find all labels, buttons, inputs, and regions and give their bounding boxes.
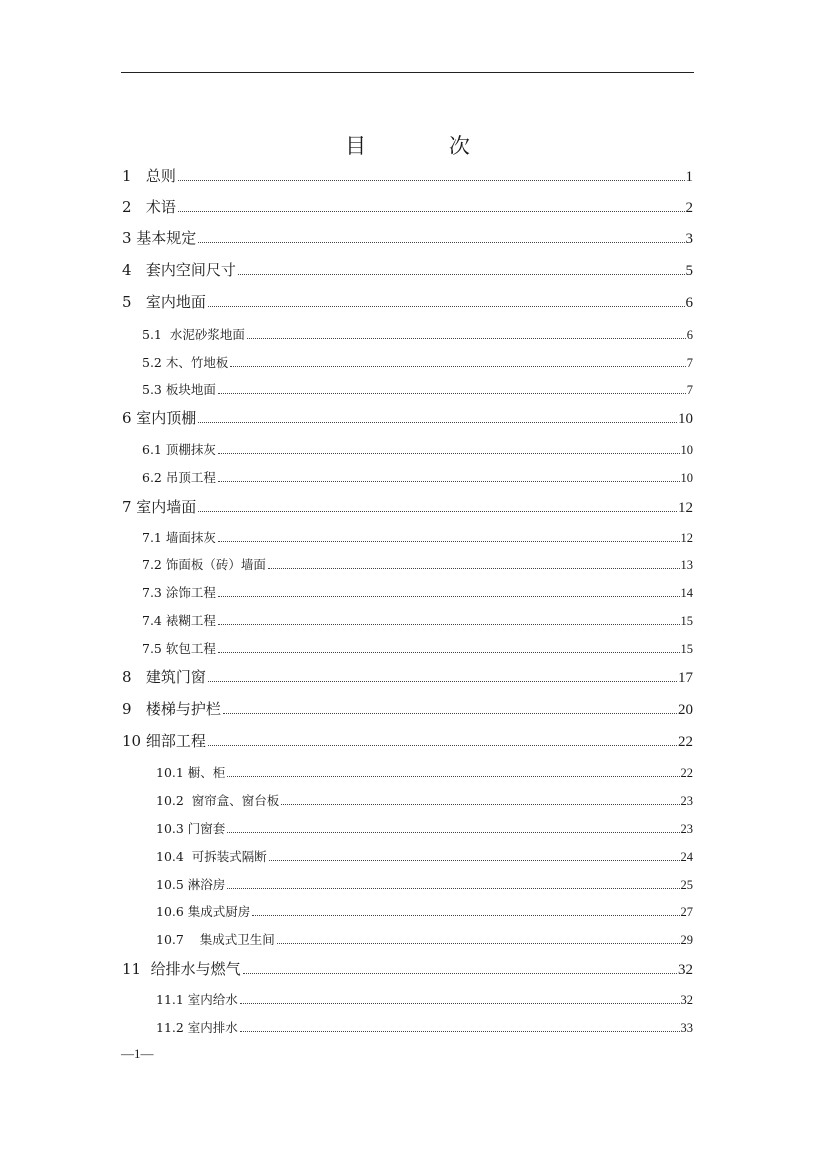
toc-entry[interactable] bbox=[142, 353, 693, 371]
toc-entry-label: 1 总则 bbox=[122, 167, 176, 185]
toc-title: 目 次 bbox=[345, 134, 508, 158]
toc-dot-leader bbox=[243, 973, 677, 974]
toc-entry-page: 5 bbox=[685, 263, 693, 279]
toc-dot-leader bbox=[178, 211, 685, 212]
page-number: —1— bbox=[121, 1046, 154, 1061]
toc-dot-leader bbox=[277, 943, 680, 944]
toc-entry-page: 24 bbox=[680, 850, 693, 864]
toc-entry-page: 2 bbox=[685, 200, 693, 216]
toc-entry-label: 5.1 水泥砂浆地面 bbox=[142, 327, 245, 342]
toc-entry-label: 10.7 集成式卫生间 bbox=[156, 932, 275, 947]
toc-entry-page: 23 bbox=[680, 794, 693, 808]
toc-entry[interactable] bbox=[122, 407, 693, 428]
toc-dot-leader bbox=[218, 393, 686, 394]
toc-entry[interactable] bbox=[142, 583, 693, 601]
toc-entry[interactable] bbox=[122, 196, 693, 217]
toc-dot-leader bbox=[227, 832, 679, 833]
toc-entry-page: 6 bbox=[685, 295, 693, 311]
toc-entry[interactable] bbox=[156, 791, 693, 809]
toc-entry[interactable] bbox=[142, 528, 693, 546]
toc-entry-page: 12 bbox=[678, 500, 693, 516]
toc-entry[interactable] bbox=[156, 847, 693, 865]
toc-entry-page: 17 bbox=[678, 670, 693, 686]
toc-entry[interactable] bbox=[156, 1018, 693, 1036]
toc-entry-label: 10.3 门窗套 bbox=[156, 821, 226, 836]
toc-dot-leader bbox=[240, 1031, 680, 1032]
toc-entry[interactable] bbox=[122, 259, 693, 280]
toc-entry-page: 33 bbox=[680, 1021, 693, 1035]
toc-entry[interactable] bbox=[122, 165, 693, 186]
toc-dot-leader bbox=[218, 624, 680, 625]
toc-dot-leader bbox=[227, 776, 679, 777]
toc-entry-label: 10.1 橱、柜 bbox=[156, 765, 226, 780]
toc-entry-page: 6 bbox=[686, 328, 693, 342]
toc-entry-page: 3 bbox=[685, 231, 693, 247]
toc-entry-page: 10 bbox=[680, 471, 693, 485]
toc-dot-leader bbox=[247, 338, 686, 339]
toc-entry-label: 6 室内顶棚 bbox=[122, 409, 197, 427]
toc-entry-label: 7.4 裱糊工程 bbox=[142, 613, 216, 628]
toc-entry[interactable] bbox=[156, 902, 693, 920]
toc-dot-leader bbox=[178, 180, 685, 181]
toc-dot-leader bbox=[208, 745, 677, 746]
toc-entry-label: 11 给排水与燃气 bbox=[122, 960, 241, 978]
toc-entry[interactable] bbox=[156, 819, 693, 837]
toc-dot-leader bbox=[208, 306, 685, 307]
toc-entry-label: 11.2 室内排水 bbox=[156, 1020, 238, 1035]
toc-entry-page: 7 bbox=[686, 383, 693, 397]
toc-entry[interactable] bbox=[156, 875, 693, 893]
toc-entry-page: 10 bbox=[680, 443, 693, 457]
toc-entry-page: 32 bbox=[678, 962, 693, 978]
toc-dot-leader bbox=[198, 422, 677, 423]
toc-entry-page: 10 bbox=[678, 411, 693, 427]
toc-entry-page: 1 bbox=[685, 169, 693, 185]
toc-entry[interactable] bbox=[122, 227, 693, 248]
toc-entry-label: 6.2 吊顶工程 bbox=[142, 470, 216, 485]
toc-entry-page: 13 bbox=[680, 558, 693, 572]
toc-dot-leader bbox=[198, 511, 677, 512]
toc-dot-leader bbox=[218, 453, 680, 454]
toc-entry-page: 32 bbox=[680, 993, 693, 1007]
toc-entry-label: 7 室内墙面 bbox=[122, 498, 197, 516]
toc-entry-page: 29 bbox=[680, 933, 693, 947]
toc-dot-leader bbox=[227, 888, 679, 889]
toc-entry-label: 7.3 涂饰工程 bbox=[142, 585, 216, 600]
toc-entry-label: 10.2 窗帘盒、窗台板 bbox=[156, 793, 280, 808]
toc-entry-page: 22 bbox=[680, 766, 693, 780]
toc-dot-leader bbox=[218, 652, 680, 653]
toc-entry-label: 2 术语 bbox=[122, 198, 176, 216]
toc-dot-leader bbox=[238, 274, 685, 275]
toc-entry-label: 5.2 木、竹地板 bbox=[142, 355, 229, 370]
toc-entry-page: 25 bbox=[680, 878, 693, 892]
toc-entry-label: 10.4 可拆装式隔断 bbox=[156, 849, 267, 864]
toc-entry[interactable] bbox=[122, 291, 693, 312]
toc-entry-page: 23 bbox=[680, 822, 693, 836]
toc-entry[interactable] bbox=[142, 325, 693, 343]
toc-entry[interactable] bbox=[142, 639, 693, 657]
toc-entry-page: 20 bbox=[678, 702, 693, 718]
toc-entry-label: 11.1 室内给水 bbox=[156, 992, 238, 1007]
toc-entry-label: 7.5 软包工程 bbox=[142, 641, 216, 656]
toc-dot-leader bbox=[269, 860, 680, 861]
toc-dot-leader bbox=[218, 541, 680, 542]
toc-entry-label: 7.1 墙面抹灰 bbox=[142, 530, 216, 545]
toc-entry[interactable] bbox=[122, 698, 693, 719]
toc-entry[interactable] bbox=[156, 990, 693, 1008]
toc-dot-leader bbox=[230, 366, 685, 367]
toc-entry-label: 10 细部工程 bbox=[122, 732, 206, 750]
toc-dot-leader bbox=[218, 596, 680, 597]
toc-entry-page: 7 bbox=[686, 356, 693, 370]
toc-entry[interactable] bbox=[122, 730, 693, 751]
toc-dot-leader bbox=[268, 568, 680, 569]
toc-entry-page: 15 bbox=[680, 642, 693, 656]
toc-entry-label: 7.2 饰面板（砖）墙面 bbox=[142, 557, 266, 572]
toc-entry-page: 22 bbox=[678, 734, 693, 750]
toc-entry[interactable] bbox=[142, 555, 693, 573]
toc-entry[interactable] bbox=[156, 763, 693, 781]
toc-entry-label: 9 楼梯与护栏 bbox=[122, 700, 221, 718]
toc-entry-label: 10.5 淋浴房 bbox=[156, 877, 226, 892]
toc-entry-label: 3 基本规定 bbox=[122, 229, 197, 247]
toc-dot-leader bbox=[218, 481, 680, 482]
toc-entry-label: 4 套内空间尺寸 bbox=[122, 261, 236, 279]
toc-entry-page: 12 bbox=[680, 531, 693, 545]
toc-entry[interactable] bbox=[142, 380, 693, 398]
toc-entry[interactable] bbox=[142, 440, 693, 458]
toc-dot-leader bbox=[223, 713, 677, 714]
toc-entry-label: 5.3 板块地面 bbox=[142, 382, 216, 397]
toc-entry-label: 5 室内地面 bbox=[122, 293, 206, 311]
toc-dot-leader bbox=[281, 804, 679, 805]
toc-entry[interactable] bbox=[122, 496, 693, 517]
toc-entry[interactable] bbox=[122, 958, 693, 979]
toc-entry[interactable] bbox=[156, 930, 693, 948]
toc-entry[interactable] bbox=[122, 666, 693, 687]
toc-dot-leader bbox=[208, 681, 677, 682]
toc-entry-label: 8 建筑门窗 bbox=[122, 668, 206, 686]
toc-entry-label: 6.1 顶棚抹灰 bbox=[142, 442, 216, 457]
toc-dot-leader bbox=[252, 915, 679, 916]
toc-entry[interactable] bbox=[142, 468, 693, 486]
toc-dot-leader bbox=[240, 1003, 680, 1004]
toc-entry-page: 15 bbox=[680, 614, 693, 628]
toc-entry-page: 14 bbox=[680, 586, 693, 600]
toc-entry[interactable] bbox=[142, 611, 693, 629]
toc-dot-leader bbox=[198, 242, 684, 243]
toc-entry-label: 10.6 集成式厨房 bbox=[156, 904, 251, 919]
toc-entry-page: 27 bbox=[680, 905, 693, 919]
